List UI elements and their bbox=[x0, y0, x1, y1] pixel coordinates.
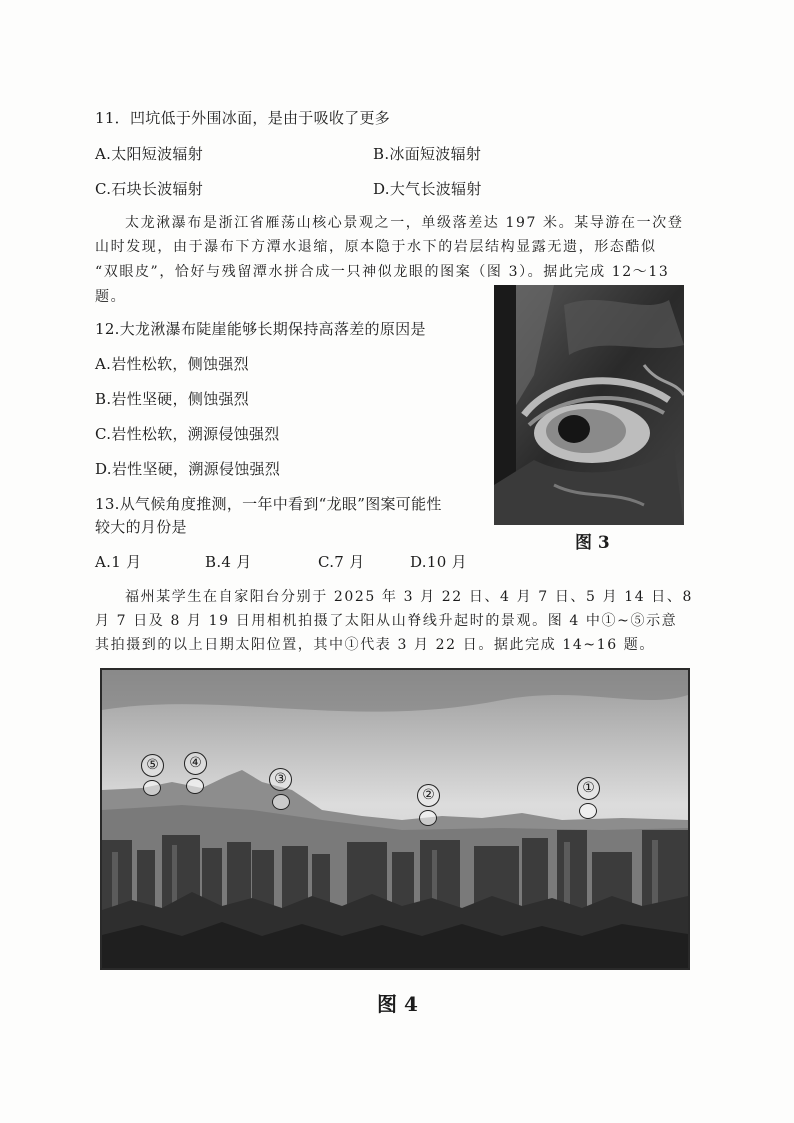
passage1-line1: 太龙湫瀑布是浙江省雁荡山核心景观之一，单级落差达 197 米。某导游在一次登 bbox=[125, 215, 684, 231]
q13-option-a: A.1 月 bbox=[95, 553, 142, 571]
q11-stem: 11．凹坑低于外围冰面，是由于吸收了更多 bbox=[95, 109, 391, 127]
figure3-dragon-eye-photo bbox=[494, 285, 684, 525]
q13-option-c: C.7 月 bbox=[318, 553, 365, 571]
q11-option-a: A.太阳短波辐射 bbox=[95, 145, 204, 163]
figure3-caption: 图 3 bbox=[575, 533, 610, 553]
q12-option-d: D.岩性坚硬，溯源侵蚀强烈 bbox=[95, 460, 281, 478]
label-3: ③ bbox=[269, 768, 292, 791]
label-2: ② bbox=[417, 784, 440, 807]
passage2-line3: 其拍摄到的以上日期太阳位置，其中①代表 3 月 22 日。据此完成 14~16 题。 bbox=[95, 637, 655, 653]
q11-option-d: D.大气长波辐射 bbox=[373, 180, 482, 198]
q12-option-c: C.岩性松软，溯源侵蚀强烈 bbox=[95, 425, 280, 443]
passage1-line4: 题。 bbox=[95, 289, 127, 305]
label-1: ① bbox=[577, 777, 600, 800]
figure4-sunrise-city-photo bbox=[100, 668, 690, 970]
passage2-line2: 月 7 日及 8 月 19 日用相机拍摄了太阳从山脊线升起时的景观。图 4 中①~⑤示意 bbox=[95, 613, 678, 629]
sun-position-2 bbox=[419, 810, 437, 826]
q11-option-c: C.石块长波辐射 bbox=[95, 180, 204, 198]
q13-option-b: B.4 月 bbox=[205, 553, 252, 571]
sun-position-5 bbox=[143, 780, 161, 796]
q13-stem-line2: 较大的月份是 bbox=[95, 518, 187, 536]
passage2-line1: 福州某学生在自家阳台分别于 2025 年 3 月 22 日、4 月 7 日、5 月 14 日、8 bbox=[125, 589, 693, 605]
label-5: ⑤ bbox=[141, 754, 164, 777]
sun-position-3 bbox=[272, 794, 290, 810]
q12-option-a: A.岩性松软，侧蚀强烈 bbox=[95, 355, 249, 373]
passage1-line3: “双眼皮”，恰好与残留潭水拼合成一只神似龙眼的图案（图 3）。据此完成 12～13 bbox=[95, 264, 670, 280]
sun-position-1 bbox=[579, 803, 597, 819]
q12-stem: 12.大龙湫瀑布陡崖能够长期保持高落差的原因是 bbox=[95, 320, 426, 338]
q11-option-b: B.冰面短波辐射 bbox=[373, 145, 482, 163]
figure4-caption: 图 4 bbox=[377, 992, 418, 1016]
q13-option-d: D.10 月 bbox=[410, 553, 467, 571]
sun-position-4 bbox=[186, 778, 204, 794]
label-4: ④ bbox=[184, 752, 207, 775]
passage1-line2: 山时发现，由于瀑布下方潭水退缩，原本隐于水下的岩层结构显露无遗，形态酷似 bbox=[95, 239, 657, 255]
q12-option-b: B.岩性坚硬，侧蚀强烈 bbox=[95, 390, 250, 408]
q13-stem-line1: 13.从气候角度推测，一年中看到“龙眼”图案可能性 bbox=[95, 495, 442, 513]
